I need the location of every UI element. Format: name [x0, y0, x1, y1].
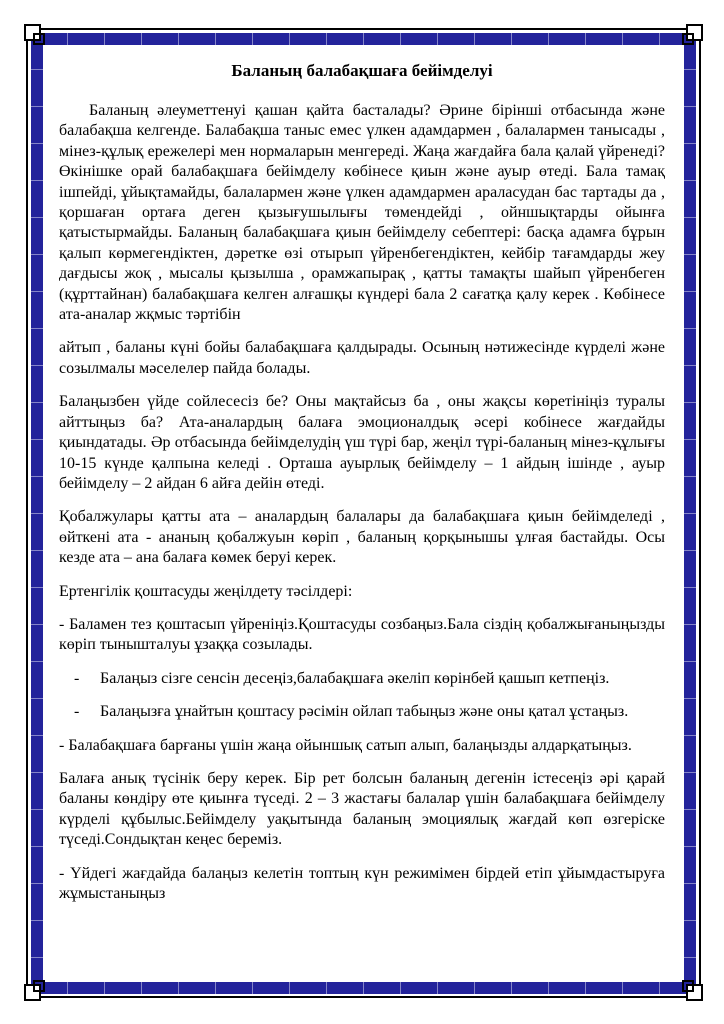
border-corner-bottom-right-icon — [677, 975, 703, 1001]
border-band-bottom — [31, 982, 696, 994]
corner-square-icon — [33, 980, 45, 992]
border-corner-bottom-left-icon — [24, 975, 50, 1001]
border-band-top — [31, 33, 696, 45]
bullet-dash: - — [74, 703, 80, 721]
corner-square-icon — [682, 980, 694, 992]
bullet-text: Балаңызға ұнайтын қоштасу рәсімін ойлап табыңыз және оны қатал ұстаңыз. — [100, 703, 629, 721]
bullet-text: Балаңыз сізге сенсін десеңіз,балабақшаға әкеліп көрінбей қашып кетпеңіз. — [100, 669, 610, 687]
corner-square-icon — [33, 33, 45, 45]
document-title: Баланың балабақшаға бейімделуі — [231, 61, 493, 80]
paragraph-goodbye-methods-heading: Ертенгілік қоштасуды жеңілдету тәсілдері: — [59, 582, 353, 600]
document-content — [59, 60, 665, 917]
bullet-item-goodbye-ritual — [59, 702, 665, 722]
border-band-right — [684, 33, 696, 994]
bullet-item-quick-goodbye — [59, 615, 665, 656]
paragraph-left-all-day: айтып , баланы күні бойы балабақшаға қалдырады. Осының нәтижесінде күрделі және созылмалы мәселелер пайда болады. — [59, 339, 665, 377]
bullet-dash: - — [59, 864, 65, 882]
border-band-left — [31, 33, 43, 994]
paragraph-clear-explanation: Балаға анық түсінік беру керек. Бір рет болсын баланың дегенін істесеңіз әрі қарай баланы көндіру өте қиынға түседі. 2 – 3 жастағы балалар үшін балабақшаға бейімделу күрделі құбылыс.Бейімделу уақытында баланың эмоциялық жағдай көп өзгеріске түседі.Сондықтан кеңес береміз. — [59, 769, 665, 849]
bullet-text: Балабақшаға барғаны үшін жаңа ойыншық сатып алып, балаңызды алдарқатыңыз. — [68, 736, 632, 754]
bullet-item-new-toy — [59, 736, 665, 756]
border-corner-top-left-icon — [24, 24, 50, 50]
corner-square-icon — [682, 33, 694, 45]
paragraph-adaptation-intro: Баланың әлеуметтенуі қашан қайта басталады? Әрине бірінші отбасында және балабақша келгенде. Балабақша таныс емес үлкен адамдармен , балалармен танысады , мінез-құлық ережелері мен нормаларын менгереді. Жаңа жағдайға бала қалай үйренеді? Өкінішке орай балабақшаға бейімделу көбінесе қиын және ауыр өтеді. Бала тамақ ішпейді, ұйықтамайды, балалармен және үлкен адамдармен араласудан бас тартады да , қоршаған ортаға деген қызығушылығы төмендейді , ойншықтарды ойынға қатыстырмайды. Баланың балабақшаға қиын бейімделу себептері: басқа адамға бұрын қалып көрмегендіктен, дәретке өзі отырып үйренбегендіктен, кейбір тағамдарды жеу дағдысы жоқ , мысалы қызылша , орамжапырақ , қатты тамақты шайып үйренбеген (құрттайнан) балабақшаға келген алғашқы күндері бала 2 сағатқа қалу керек . Көбінесе ата-аналар жқмыс тәртібін — [59, 102, 665, 324]
bullet-item-home-regime — [59, 864, 665, 905]
paragraph-parent-anxiety: Қобалжулары қатты ата – аналардың балалары да балабақшаға қиын бейімделеді , өйткені ата - ананың қобалжуын көріп , баланың қорқынышы ұлғая бастайды. Осы кезде ата – ана балаға көмек беруі керек. — [59, 508, 665, 567]
bullet-text: Баламен тез қоштасып үйреніңіз.Қоштасуды созбаңыз.Бала сіздің қобалжығаныңызды көріп тынышталуы ұзаққа созылады. — [59, 615, 665, 654]
bullet-dash: - — [74, 669, 80, 687]
bullet-item-dont-sneak-away — [59, 669, 665, 689]
bullet-dash: - — [59, 615, 65, 633]
border-corner-top-right-icon — [677, 24, 703, 50]
paragraph-three-types: Балаңызбен үйде сойлесесіз бе? Оны мақтайсыз ба , оны жақсы көретініңіз туралы айттыңыз ба? Ата-аналардың балаға эмоционалдық әсері кобінесе жағдайды қиындатады. Әр отбасында бейімделудің үш түрі бар, жеңіл түрі-баланың мінез-құлығы 10-15 күнде қалпына келеді . Орташа ауырлық бейімделу – 1 айдың ішінде , ауыр бейімделу – 2 айдан 6 айға дейін өтеді. — [59, 393, 665, 492]
bullet-dash: - — [59, 736, 65, 754]
bullet-text: Үйдегі жағдайда балаңыз келетін топтың күн режимімен бірдей етіп ұйымдастыруға жұмыстаныңыз — [59, 864, 666, 902]
